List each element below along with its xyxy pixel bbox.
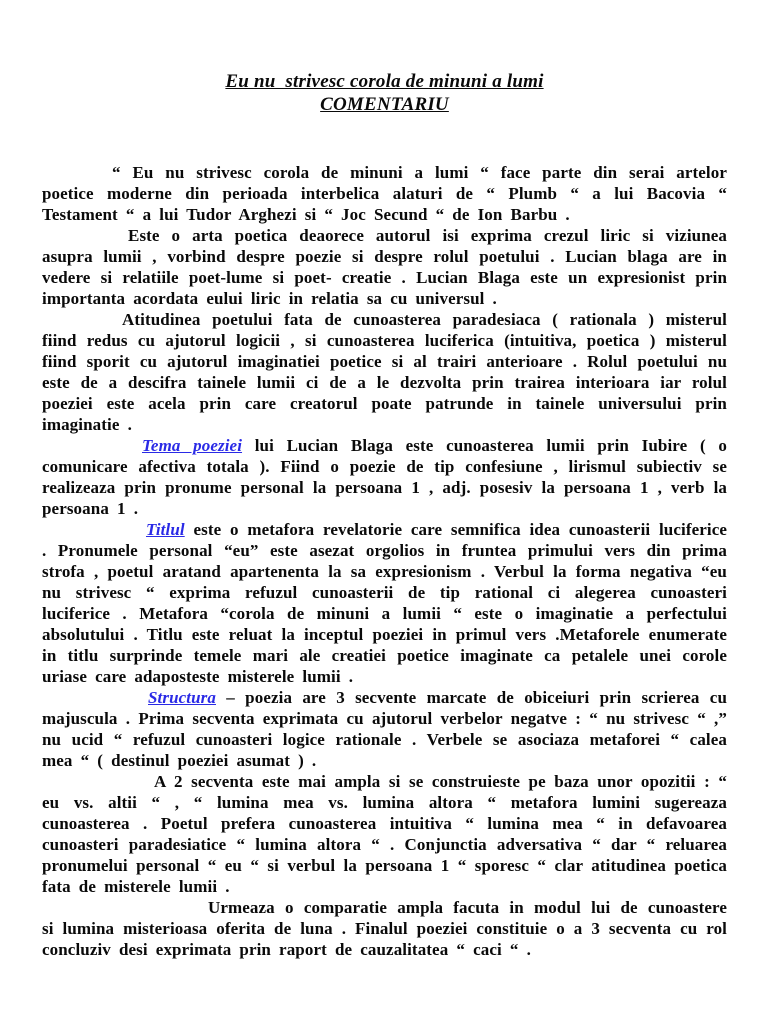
titlul-link[interactable]: Titlul <box>146 520 185 539</box>
structura-link[interactable]: Structura <box>148 688 216 707</box>
document-body <box>42 162 727 960</box>
paragraph-structura-text: – poezia are 3 secvente marcate de obiceiuri prin scrierea cu majuscula . Prima secventa exprimata cu ajutorul verbelor negatve : “ nu strivesc “ ,” nu ucid “ refuzul cunoasteri logice rationale . Verbele se asociaza metaforei “ calea mea “ ( destinul poeziei asumat ) . <box>42 688 727 770</box>
paragraph-secventa-2 <box>42 771 727 897</box>
paragraph-tema <box>42 435 727 519</box>
tema-poeziei-link[interactable]: Tema poeziei <box>142 436 243 455</box>
paragraph-arta-poetica-text: Este o arta poetica deaorece autorul isi exprima crezul liric si viziunea asupra lumii , vorbind despre poezie si despre rolul poetului . Lucian blaga are in vedere si relatiile poet-lume si poet- creatie . Lucian Blaga este un expresionist prin importanta acordata eului liric in relatia sa cu universul . <box>42 226 727 308</box>
paragraph-tema-text: lui Lucian Blaga este cunoasterea lumii prin Iubire ( o comunicare afectiva totala ). Fiind o poezie de tip confesiune , lirismul subiectiv se realizeaza prin pronume personal la persoana 1 , adj. posesiv la persoana 1 , verb la persoana 1 . <box>42 436 727 518</box>
title-line-2: COMENTARIU <box>320 94 449 115</box>
paragraph-titlul <box>42 519 727 687</box>
paragraph-atitudinea-text: Atitudinea poetului fata de cunoasterea paradesiaca ( rationala ) misterul fiind redus cu ajutorul logicii , si cunoasterea luciferica (intuitiva, poetica ) misterul fiind sporit cu ajutorul imaginatiei poetice si al trairi anterioare . Rolul poetului nu este de a descifra tainele lumii ci de a le dezvolta prin trairea interioara iar rolul poeziei este acela prin care creatorul poate patrunde in tainele universului prin imaginatie . <box>42 310 727 434</box>
paragraph-final-text: Urmeaza o comparatie ampla facuta in modul lui de cunoastere si lumina misterioasa oferita de luna . Finalul poeziei constituie o a 3 secventa cu rol concluziv desi exprimata prin raport de cauzalitatea “ caci “ . <box>42 898 727 959</box>
paragraph-final <box>42 897 727 960</box>
paragraph-titlul-text: este o metafora revelatorie care semnifica idea cunoasterii luciferice . Pronumele personal “eu” este asezat orgolios in fruntea primului vers din prima strofa , poetul aratand apartenenta la sa expresionism . Verbul la forma negativa “eu nu strivesc “ exprima refuzul cunoasterii de tip rational ci alegerea cunoasteri luciferice . Metafora “corola de minuni a lumii “ este o imaginatie a perfectului absolutului . Titlu este reluat la inceptul poeziei in primul vers .Metaforele enumerate in titlu surprinde temele mari ale creatiei poetice imaginate ca petalele unei corole uriase care adaposteste misterele lumii . <box>42 520 727 686</box>
paragraph-structura <box>42 687 727 771</box>
paragraph-secventa-2-text: A 2 secventa este mai ampla si se construieste pe baza unor opozitii : “ eu vs. altii “ , “ lumina mea vs. lumina altora “ metafora lumini sugereaza cunoasterea . Poetul prefera cunoasterea intuitiva “ lumina mea “ in defavoarea cunoasteri paradesiatice “ lumina altora “ . Conjunctia adversativa “ dar “ reluarea pronumelui personal “ eu “ si verbul la persoana 1 “ sporesc “ clar atitudinea poetica fata de misterele lumii . <box>42 772 727 896</box>
title-line-1: Eu nu strivesc corola de minuni a lumi <box>225 71 544 92</box>
paragraph-intro <box>42 162 727 225</box>
paragraph-arta-poetica <box>42 225 727 309</box>
paragraph-intro-text: “ Eu nu strivesc corola de minuni a lumi “ face parte din serai artelor poetice moderne din perioada interbelica alaturi de “ Plumb “ a lui Bacovia “ Testament “ a lui Tudor Arghezi si “ Joc Secund “ de Ion Barbu . <box>42 163 727 224</box>
paragraph-atitudinea <box>42 309 727 435</box>
document-title <box>42 70 727 116</box>
